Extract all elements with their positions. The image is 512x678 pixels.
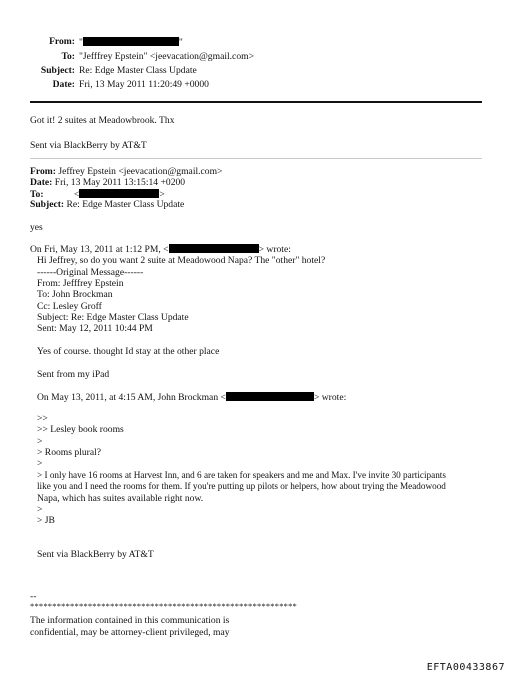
quote-line: > — [37, 458, 43, 469]
orig-to: To: John Brockman — [37, 289, 113, 300]
quoted-to-close: > — [159, 189, 165, 200]
quote-line: > JB — [37, 515, 55, 526]
redaction-box — [83, 37, 179, 46]
header-date-value: Fri, 13 May 2011 11:20:49 +0000 — [79, 79, 209, 90]
original-message-marker: ------Original Message------ — [37, 267, 144, 278]
quoted-to-open: < — [73, 189, 80, 200]
quoted-subject-label: Subject: — [30, 199, 65, 210]
quote-line: >> — [37, 413, 48, 424]
footer-stars: ************************************************************ — [30, 601, 297, 611]
reply-signature: Sent via BlackBerry by AT&T — [30, 140, 147, 151]
redaction-box — [226, 392, 314, 401]
quoted-date-label: Date: — [30, 177, 53, 188]
header-date-label: Date: — [52, 79, 75, 90]
header-to-label: To: — [61, 51, 75, 62]
quote-line: > Rooms plural? — [37, 447, 102, 458]
header-from-label: From: — [49, 36, 75, 47]
quoted3-intro-prefix: On May 13, 2011, at 4:15 AM, John Brockman < — [37, 392, 226, 403]
reply-divider — [30, 158, 482, 159]
quote-line: > — [37, 504, 43, 515]
quoted-subject-value: Re: Edge Master Class Update — [66, 199, 185, 210]
quoted2-line1: Hi Jeffrey, so do you want 2 suite at Meadowood Napa? The "other" hotel? — [37, 255, 326, 266]
quote-line: > — [37, 436, 43, 447]
quoted3-intro-suffix: > wrote: — [313, 392, 347, 403]
quoted-date-line — [30, 178, 185, 188]
orig-cc: Cc: Lesley Groff — [37, 301, 102, 312]
redaction-box — [79, 189, 159, 198]
from-quote-open: " — [79, 37, 83, 48]
orig-body: Yes of course. thought Id stay at the other place — [37, 346, 220, 357]
orig-sent: Sent: May 12, 2011 10:44 PM — [37, 323, 153, 334]
header-subject-label: Subject: — [40, 65, 75, 76]
quoted-body: yes — [30, 222, 43, 233]
quoted-to-label: To: — [30, 189, 44, 200]
footer-dashes: -- — [30, 591, 37, 602]
reply-body: Got it! 2 suites at Meadowbrook. Thx — [30, 115, 175, 126]
redaction-box — [169, 244, 259, 253]
document-id: EFTA00433867 — [426, 662, 505, 673]
quoted-from-value: Jeffrey Epstein <jeevacation@gmail.com> — [58, 166, 223, 177]
header-subject-value: Re: Edge Master Class Update — [79, 65, 197, 76]
header-to-value: "Jefffrey Epstein" <jeevacation@gmail.com> — [79, 51, 254, 62]
orig-subject: Subject: Re: Edge Master Class Update — [37, 312, 189, 323]
header-divider — [30, 101, 482, 103]
quote-line: >> Lesley book rooms — [37, 424, 124, 435]
quoted3-intro — [37, 392, 346, 403]
quote-line: like you and I need the rooms for them. If you're putting up pilots or helpers, how about trying the Meadowood — [37, 481, 446, 491]
quote-line: Napa, which has suites available right now. — [37, 493, 204, 504]
quoted-from-label: From: — [30, 166, 56, 177]
quoted2-intro-prefix: On Fri, May 13, 2011 at 1:12 PM, < — [30, 244, 169, 255]
orig-from: From: Jefffrey Epstein — [37, 278, 124, 289]
quoted2-intro — [30, 244, 291, 255]
ipad-signature: Sent from my iPad — [37, 369, 110, 380]
quoted-subject-line — [30, 200, 184, 210]
quoted-to-line — [30, 189, 165, 200]
quoted2-intro-suffix: > wrote: — [258, 244, 291, 255]
header-from-value — [79, 37, 183, 48]
quoted2-signature: Sent via BlackBerry by AT&T — [37, 549, 154, 560]
from-quote-close: " — [178, 37, 183, 48]
disclaimer-line: The information contained in this communication is — [30, 615, 230, 626]
quote-line: > I only have 16 rooms at Harvest Inn, and 6 are taken for speakers and me and Max. I've invite 30 participants — [37, 470, 446, 480]
quoted-from-line — [30, 167, 222, 177]
quoted-date-value: Fri, 13 May 2011 13:15:14 +0200 — [54, 177, 186, 188]
disclaimer-line: confidential, may be attorney-client privileged, may — [30, 627, 230, 638]
